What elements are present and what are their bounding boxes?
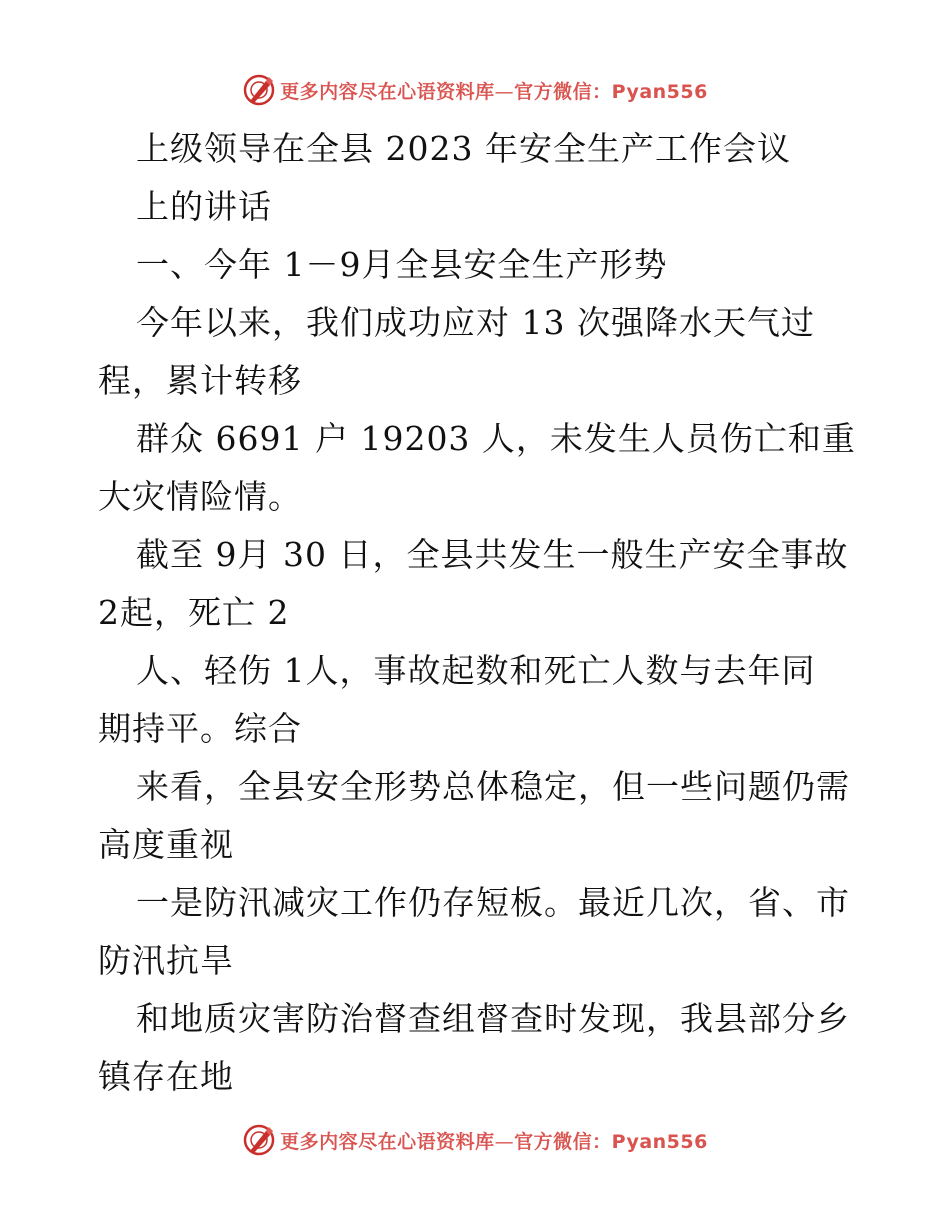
document-line: 镇存在地 <box>98 1057 234 1096</box>
pen-logo-icon <box>242 73 276 107</box>
document-line: 一、今年 1－9月全县安全生产形势 <box>136 245 668 284</box>
document-line: 一是防汛减灾工作仍存短板。最近几次，省、市 <box>136 883 850 922</box>
document-line: 和地质灾害防治督查组督查时发现，我县部分乡 <box>136 999 850 1038</box>
document-line: 程，累计转移 <box>98 361 302 400</box>
banner-contact: 官方微信：Pyan556 <box>514 1130 708 1153</box>
header-banner <box>0 70 950 110</box>
banner-title: 更多内容尽在心语资料库 <box>280 80 495 103</box>
banner-separator: — <box>494 1130 515 1153</box>
document-line: 防汛抗旱 <box>98 941 234 980</box>
document-line: 期持平。综合 <box>98 709 302 748</box>
banner-contact: 官方微信：Pyan556 <box>514 80 708 103</box>
document-line: 人、轻伤 1人，事故起数和死亡人数与去年同 <box>136 651 816 690</box>
document-line: 来看，全县安全形势总体稳定，但一些问题仍需 <box>136 767 850 806</box>
footer-banner <box>0 1120 950 1160</box>
banner-separator: — <box>494 80 515 103</box>
banner-text <box>280 1127 708 1154</box>
document-line: 今年以来，我们成功应对 13 次强降水天气过 <box>136 303 815 342</box>
banner-text <box>280 77 708 104</box>
pen-logo-icon <box>242 1123 276 1157</box>
document-line: 大灾情险情。 <box>98 477 302 516</box>
document-line: 2起，死亡 2 <box>98 593 290 632</box>
document-line: 高度重视 <box>98 825 234 864</box>
document-line: 群众 6691 户 19203 人，未发生人员伤亡和重 <box>136 419 856 458</box>
banner-title: 更多内容尽在心语资料库 <box>280 1130 495 1153</box>
document-line: 截至 9月 30 日，全县共发生一般生产安全事故 <box>136 535 849 574</box>
document-body <box>98 120 858 1106</box>
document-line: 上的讲话 <box>136 187 272 226</box>
document-line: 上级领导在全县 2023 年安全生产工作会议 <box>136 129 791 168</box>
